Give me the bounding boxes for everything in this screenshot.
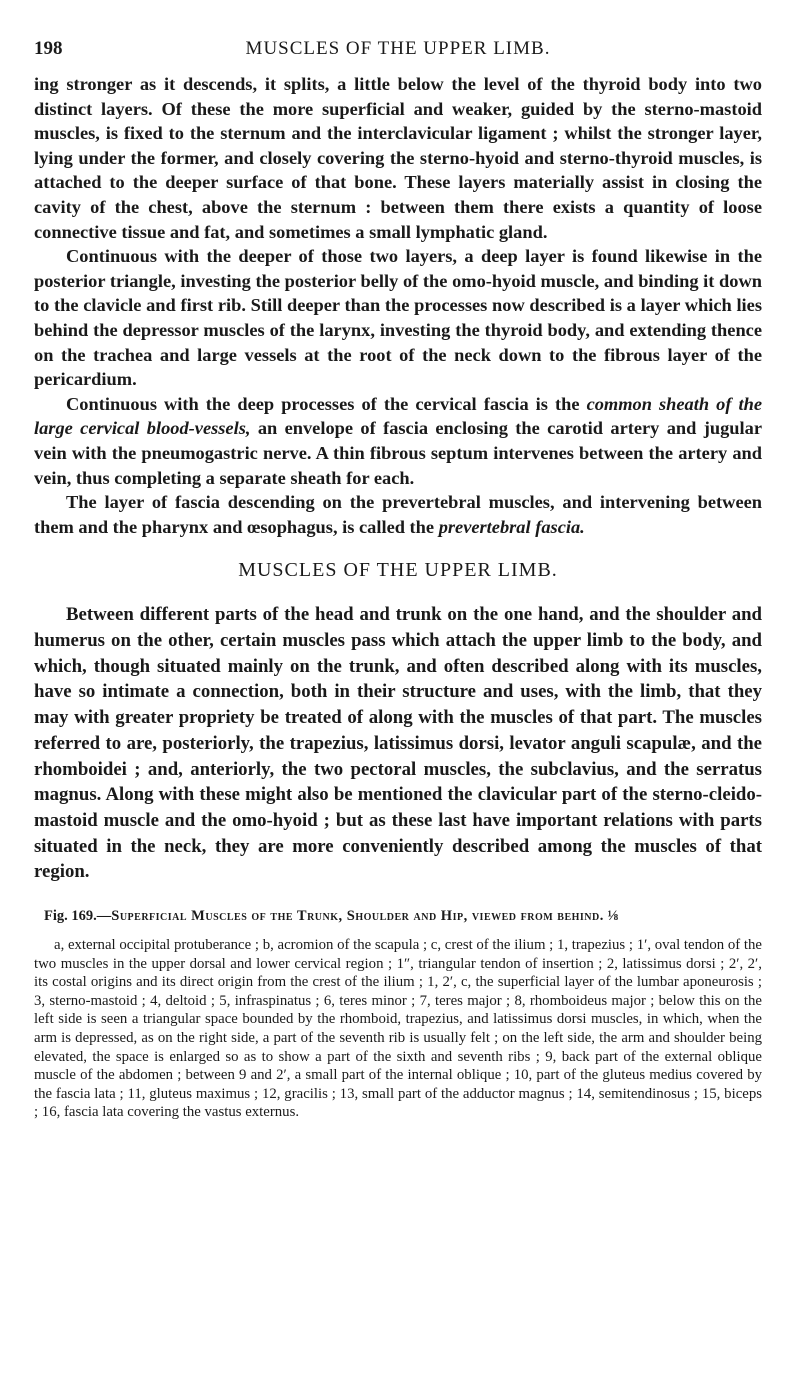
paragraph-4 — [34, 490, 762, 539]
paragraph-3 — [34, 392, 762, 490]
paragraph-4-italic: prevertebral fascia. — [438, 516, 585, 537]
paragraph-3-start: Continuous with the deep processes of the cervical fascia is the — [66, 393, 587, 414]
body-text — [34, 72, 762, 539]
section-paragraph: Between different parts of the head and trunk on the one hand, and the shoulder and humerus on the other, certain muscles pass which attach the upper limb to the body, and which, though situated mainly on the trunk, and often described along with its muscles, have so intimate a connection, both in their structure and uses, with the limb, that they may with greater propriety be treated of along with the muscles of that part. The muscles referred to are, posteriorly, the trapezius, latissimus dorsi, levator anguli scapulæ, and the rhomboidei ; and, anteriorly, the two pectoral muscles, the subclavius, and the serratus magnus. Along with these might also be mentioned the clavicular part of the sterno-cleido-mastoid muscle and the omo-hyoid ; but as these last have important relations with parts situated in the neck, they are more conveniently described among the muscles of that region. — [34, 604, 762, 883]
figure-caption — [34, 907, 762, 926]
running-head: MUSCLES OF THE UPPER LIMB. — [245, 38, 551, 59]
figure-label: Fig. 169.— — [44, 908, 112, 925]
paragraph-2: Continuous with the deeper of those two layers, a deep layer is found likewise in the posterior triangle, investing the posterior belly of the omo-hyoid muscle, and binding it down to the clavicle and first rib. Still deeper than the processes now described is a layer which lies behind the depressor muscles of the larynx, investing the thyroid body, and extending thence on the trachea and large vessels at the root of the neck down to the fibrous layer of the pericardium. — [34, 246, 762, 390]
figure-scale: ⅛ — [607, 908, 619, 925]
section-heading: MUSCLES OF THE UPPER LIMB. — [238, 559, 558, 582]
paragraph-3-end: an envelope of fascia enclosing the carotid artery and jugular vein with the pneumogastric nerve. A thin fibrous septum intervenes between the artery and vein, thus completing a separate sheath for each. — [34, 418, 762, 488]
page-number: 198 — [34, 38, 63, 59]
page-header — [34, 38, 762, 72]
figure-title: Superficial Muscles of the Trunk, Shoulder and Hip, viewed from behind. — [111, 908, 604, 925]
section-text — [34, 602, 762, 885]
paragraph-1: ing stronger as it descends, it splits, a little below the level of the thyroid body into two distinct layers. Of these the more superficial and weaker, guided by the sterno-mastoid muscles, is fixed to the sternum and the interclavicular ligament ; whilst the stronger layer, lying under the former, and closely covering the sterno-hyoid and sterno-thyroid muscles, is attached to the deeper surface of that bone. These layers materially assist in closing the cavity of the chest, above the sternum : between them there exists a quantity of loose connective tissue and fat, and sometimes a small lymphatic gland. — [34, 74, 762, 242]
paragraph-4-start: The layer of fascia descending on the prevertebral muscles, and intervening between them and the pharynx and œsophagus, is called the — [34, 492, 762, 537]
paragraph-3-italic: common sheath of the large cervical blood-vessels, — [34, 393, 762, 439]
figure-legend: a, external occipital protuberance ; b, acromion of the scapula ; c, crest of the ilium ; 1, trapezius ; 1′, oval tendon of the two muscles in the upper dorsal and lower cervical region ; 1″, triangular tendon of insertion ; 2, latissimus dorsi ; 2′, 2′, its costal origins and its direct origin from the crest of the ilium ; 1, 2′, c, the superficial layer of the lumbar aponeurosis ; 3, sterno-mastoid ; 4, deltoid ; 5, infraspinatus ; 6, teres minor ; 7, teres major ; 8, rhomboideus major ; below this on the left side is seen a triangular space bounded by the rhomboid, trapezius, and latissimus dorsi muscles, in which, when the arm is depressed, as on the right side, a part of the seventh rib is usually felt ; on the left side, the arm and shoulder being elevated, the space is enlarged so as to show a part of the sixth and seventh ribs ; 9, back part of the external oblique muscle of the abdomen ; between 9 and 2′, a small part of the internal oblique ; 10, part of the gluteus medius covered by the fascia lata ; 11, gluteus maximus ; 12, gracilis ; 13, small part of the adductor magnus ; 14, semitendinosus ; 15, biceps ; 16, fascia lata covering the vastus externus. — [34, 937, 762, 1121]
